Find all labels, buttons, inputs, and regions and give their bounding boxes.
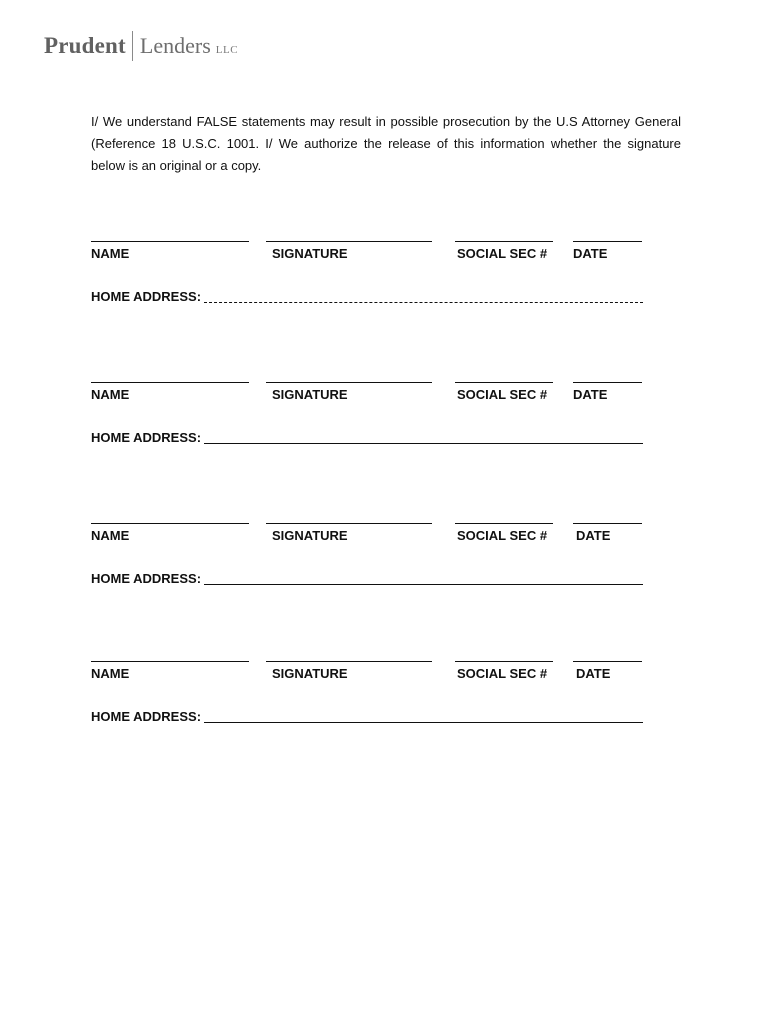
name-label: NAME	[91, 387, 130, 402]
signature-block	[0, 523, 770, 603]
home-address-row	[91, 569, 643, 587]
home-address-label: HOME ADDRESS:	[91, 709, 202, 724]
social-security-line[interactable]	[455, 523, 553, 524]
date-label: DATE	[573, 246, 608, 261]
logo-secondary-text: Lenders	[139, 33, 211, 58]
date-line[interactable]	[573, 382, 642, 383]
social-security-label: SOCIAL SEC #	[457, 246, 548, 261]
authorization-statement: I/ We understand FALSE statements may result in possible prosecution by the U.S Attorney General (Reference 18 U.S.C. 1001. I/ We authorize the release of this information whether the signature below is an original or a copy.	[91, 114, 681, 173]
name-label: NAME	[91, 528, 130, 543]
signature-block	[0, 241, 770, 321]
logo-primary-text: Prudent	[44, 33, 126, 58]
logo-divider	[132, 31, 133, 61]
social-security-label: SOCIAL SEC #	[457, 528, 548, 543]
home-address-label: HOME ADDRESS:	[91, 430, 202, 445]
signature-line[interactable]	[266, 523, 432, 524]
home-address-line[interactable]	[204, 722, 643, 723]
company-logo	[44, 30, 238, 62]
name-line[interactable]	[91, 661, 249, 662]
name-label: NAME	[91, 246, 130, 261]
home-address-label: HOME ADDRESS:	[91, 571, 202, 586]
social-security-line[interactable]	[455, 382, 553, 383]
social-security-label: SOCIAL SEC #	[457, 387, 548, 402]
date-label: DATE	[576, 666, 611, 681]
signature-label: SIGNATURE	[272, 528, 348, 543]
signature-line[interactable]	[266, 382, 432, 383]
date-line[interactable]	[573, 241, 642, 242]
signature-block	[0, 661, 770, 741]
logo-suffix-text: LLC	[215, 44, 239, 56]
signature-label: SIGNATURE	[272, 246, 348, 261]
date-line[interactable]	[573, 661, 642, 662]
date-line[interactable]	[573, 523, 642, 524]
date-label: DATE	[576, 528, 611, 543]
signature-label: SIGNATURE	[272, 387, 348, 402]
name-line[interactable]	[91, 382, 249, 383]
social-security-label: SOCIAL SEC #	[457, 666, 548, 681]
home-address-label: HOME ADDRESS:	[91, 289, 202, 304]
social-security-line[interactable]	[455, 241, 553, 242]
home-address-line[interactable]	[204, 443, 643, 444]
home-address-row	[91, 707, 643, 725]
signature-line[interactable]	[266, 241, 432, 242]
name-line[interactable]	[91, 523, 249, 524]
date-label: DATE	[573, 387, 608, 402]
signature-block	[0, 382, 770, 462]
social-security-line[interactable]	[455, 661, 553, 662]
home-address-line[interactable]	[204, 584, 643, 585]
name-line[interactable]	[91, 241, 249, 242]
home-address-row	[91, 428, 643, 446]
home-address-row	[91, 287, 643, 305]
signature-line[interactable]	[266, 661, 432, 662]
name-label: NAME	[91, 666, 130, 681]
signature-label: SIGNATURE	[272, 666, 348, 681]
home-address-line[interactable]	[204, 302, 643, 303]
